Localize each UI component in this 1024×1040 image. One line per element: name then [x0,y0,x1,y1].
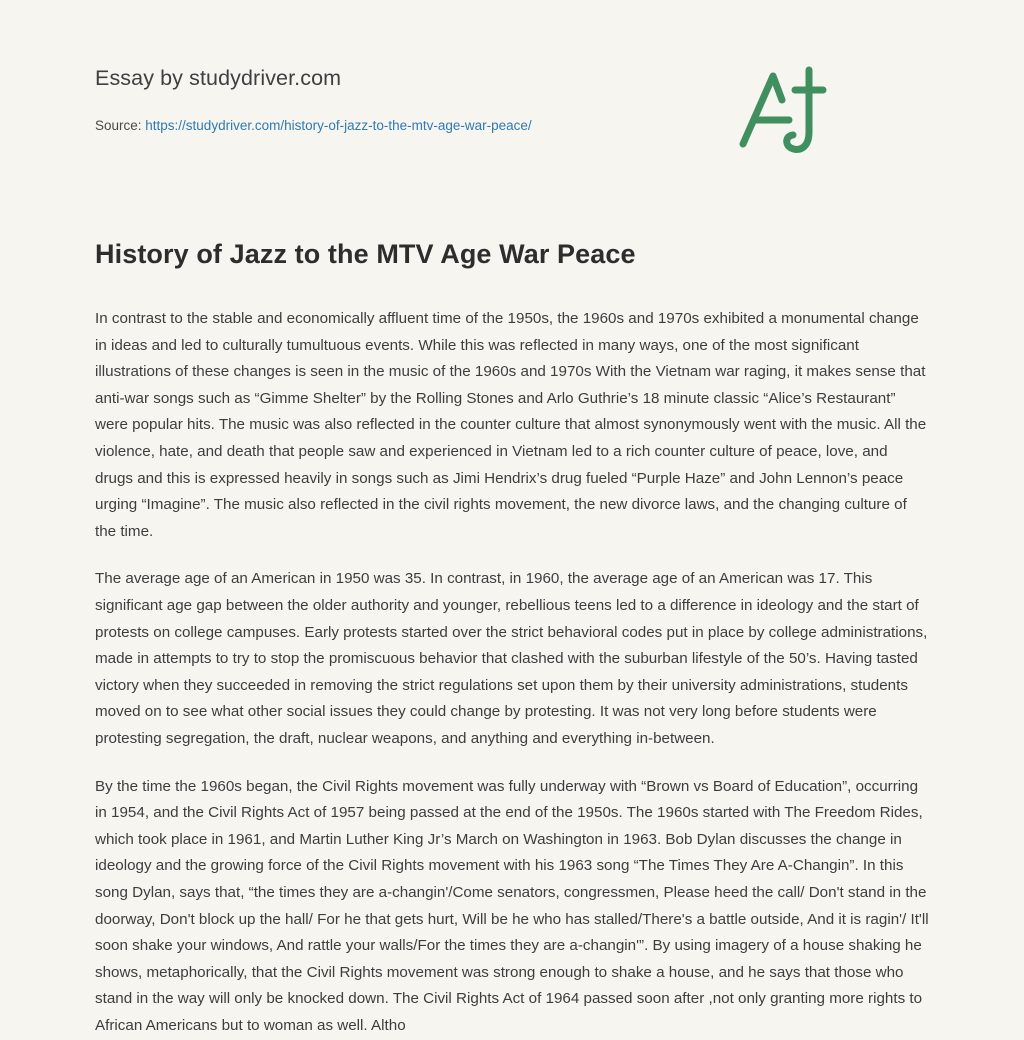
document-body [95,272,929,1039]
body-paragraph: In contrast to the stable and economically affluent time of the 1950s, the 1960s and 1970s exhibited a monumental change in ideas and led to culturally tumultuous events. While this was reflected in many ways, one of the most significant illustrations of these changes is seen in the music of the 1960s and 1970s With the Vietnam war raging, it makes sense that anti-war songs such as “Gimme Shelter” by the Rolling Stones and Arlo Guthrie’s 18 minute classic “Alice’s Restaurant” were popular hits. The music was also reflected in the counter culture that almost synonymously went with the music. All the violence, hate, and death that people saw and experienced in Vietnam led to a rich counter culture of peace, love, and drugs and this is expressed heavily in songs such as Jimi Hendrix’s drug fueled “Purple Haze” and John Lennon’s peace urging “Imagine”. The music also reflected in the civil rights movement, the new divorce laws, and the changing culture of the time. [95,310,927,540]
body-paragraph: The average age of an American in 1950 was 35. In contrast, in 1960, the average age of an American was 17. This significant age gap between the older authority and younger, rebellious teens led to a difference in ideology and the start of protests on college campuses. Early protests started over the strict behavioral codes put in place by college administrations, made in attempts to try to stop the promiscuous behavior that clashed with the suburban lifestyle of the 50’s. Having tasted victory when they succeeded in removing the strict regulations set upon them by their university administrations, students moved on to see what other social issues they could change by protesting. It was not very long before students were protesting segregation, the draft, nuclear weapons, and anything and everything in-between. [95,570,928,747]
source-label: Source: [95,118,146,133]
document-header [95,0,929,133]
essay-by-prefix: Essay by [95,66,190,90]
body-paragraph: By the time the 1960s began, the Civil Rights movement was fully underway with “Brown vs Board of Education”, occurring in 1954, and the Civil Rights Act of 1957 being passed at the end of the 1950s. The 1960s started with The Freedom Rides, which took place in 1961, and Martin Luther King Jr’s March on Washington in 1963. Bob Dylan discusses the change in ideology and the growing force of the Civil Rights movement with his 1963 song “The Times They Are A-Changin”. In this song Dylan, says that, “the times they are a-changin'/Come senators, congressmen, Please heed the call/ Don't stand in the doorway, Don't block up the hall/ For he that gets hurt, Will be he who has stalled/There's a battle outside, And it is ragin'/ It'll soon shake your windows, And rattle your walls/For the times they are a-changin'”. By using imagery of a house shaking he shows, metaphorically, that the Civil Rights movement was strong enough to shake a house, and he says that those who stand in the way will only be knocked down. The Civil Rights Act of 1964 passed soon after ,not only granting more rights to African Americans but to woman as well. Altho [95,777,929,1034]
source-url-link[interactable]: https://studydriver.com/history-of-jazz-to-the-mtv-age-war-peace/ [145,118,532,133]
studydriver-logo-icon [725,56,833,164]
page-title: History of Jazz to the MTV Age War Peace [95,239,636,269]
brand-name: studydriver.com [189,66,342,90]
